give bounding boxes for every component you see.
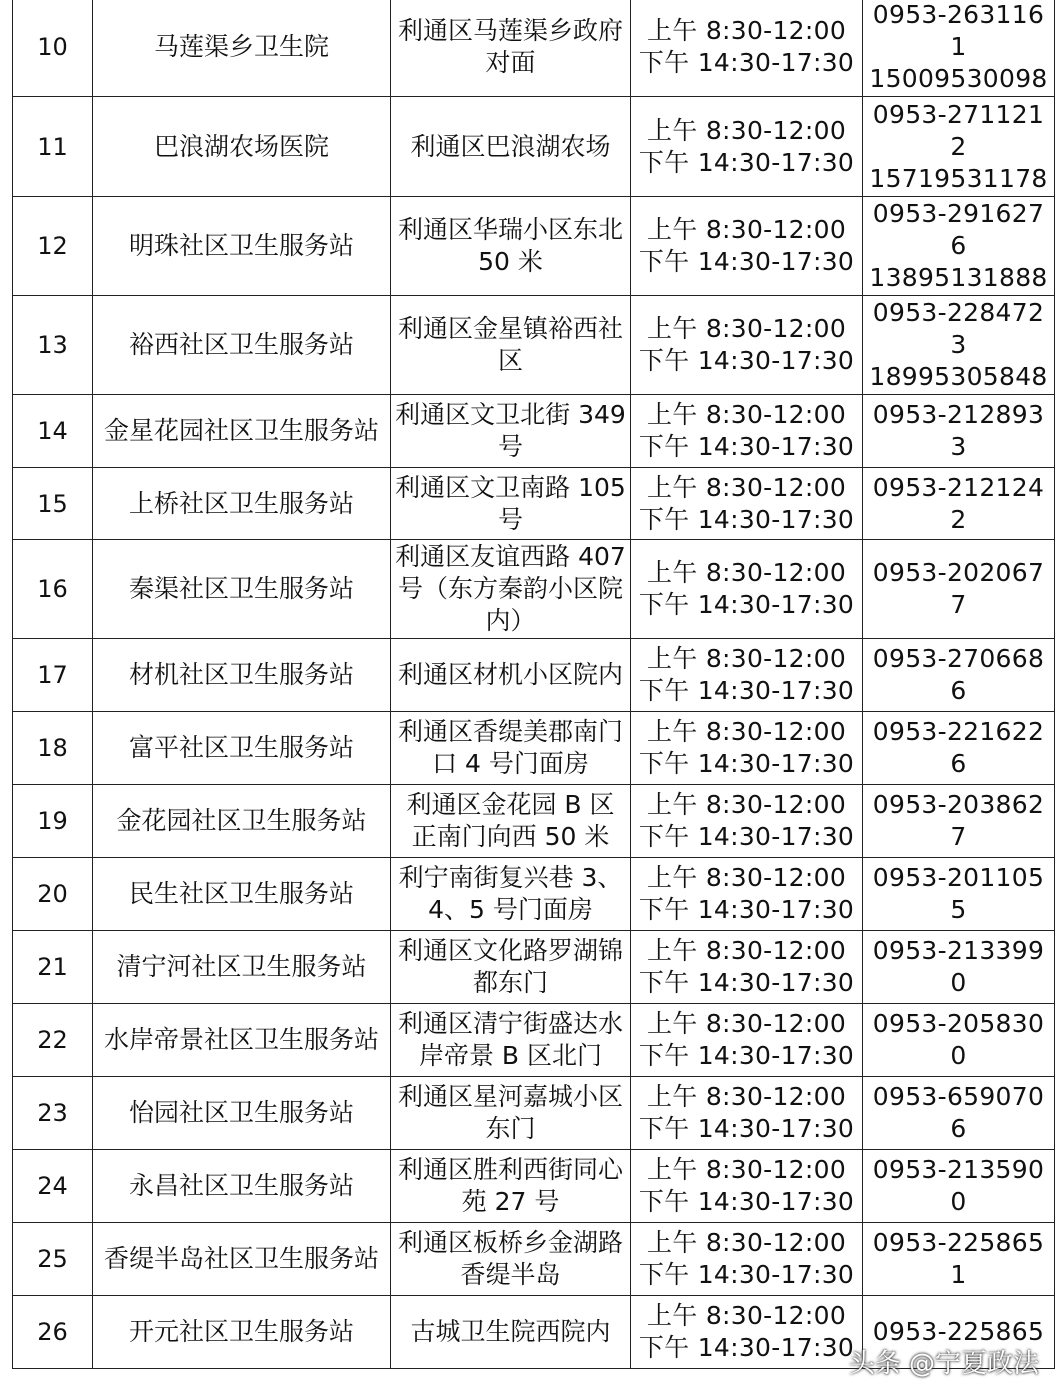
hours-morning: 上午 8:30-12:00	[646, 1228, 847, 1257]
hours-afternoon: 下午 14:30-17:30	[638, 590, 855, 619]
address-cell: 利通区友谊西路 407 号（东方秦韵小区院内）	[391, 540, 631, 639]
hours-cell	[631, 1004, 863, 1077]
hours-morning: 上午 8:30-12:00	[646, 1009, 847, 1038]
landline-phone: 0953-2135900	[872, 1155, 1045, 1216]
table-row	[13, 197, 1055, 296]
facility-name-cell: 怡园社区卫生服务站	[93, 1077, 391, 1150]
address-cell: 古城卫生院西院内	[391, 1296, 631, 1369]
hours-cell	[631, 197, 863, 296]
watermark: 头条 @宁夏政法	[848, 1349, 1039, 1379]
facility-name-cell: 秦渠社区卫生服务站	[93, 540, 391, 639]
hours-morning: 上午 8:30-12:00	[646, 558, 847, 587]
row-number-cell: 12	[13, 197, 93, 296]
mobile-phone: 15719531178	[869, 163, 1048, 193]
row-number-cell: 25	[13, 1223, 93, 1296]
hours-afternoon: 下午 14:30-17:30	[638, 47, 855, 77]
facility-name-cell: 香缇半岛社区卫生服务站	[93, 1223, 391, 1296]
landline-phone: 0953-2038627	[872, 790, 1045, 851]
facility-name-cell: 材机社区卫生服务站	[93, 639, 391, 712]
hours-cell	[631, 639, 863, 712]
table-row	[13, 0, 1055, 97]
row-number-cell: 20	[13, 858, 93, 931]
phone-cell	[863, 931, 1055, 1004]
row-number-cell: 23	[13, 1077, 93, 1150]
phone-cell	[863, 712, 1055, 785]
phone-cell	[863, 785, 1055, 858]
landline-phone: 0953-2916276	[872, 199, 1045, 260]
phone-cell	[863, 540, 1055, 639]
landline-phone: 0953-2284723	[872, 298, 1045, 359]
table-row	[13, 1004, 1055, 1077]
hours-afternoon: 下午 14:30-17:30	[638, 1114, 855, 1143]
hours-morning: 上午 8:30-12:00	[646, 15, 847, 45]
hours-morning: 上午 8:30-12:00	[646, 717, 847, 746]
table-row	[13, 931, 1055, 1004]
address-cell: 利通区清宁街盛达水岸帝景 B 区北门	[391, 1004, 631, 1077]
phone-cell	[863, 468, 1055, 540]
table-row	[13, 785, 1055, 858]
hours-cell	[631, 785, 863, 858]
facility-name-cell: 巴浪湖农场医院	[93, 97, 391, 197]
hours-cell	[631, 1077, 863, 1150]
hours-cell	[631, 1296, 863, 1369]
row-number-cell: 19	[13, 785, 93, 858]
landline-phone: 0953-2258651	[872, 1228, 1045, 1289]
facility-name-cell: 金花园社区卫生服务站	[93, 785, 391, 858]
phone-cell	[863, 197, 1055, 296]
hours-afternoon: 下午 14:30-17:30	[638, 822, 855, 851]
landline-phone: 0953-2216226	[872, 717, 1045, 778]
table-row	[13, 296, 1055, 395]
hours-afternoon: 下午 14:30-17:30	[638, 968, 855, 997]
hours-afternoon: 下午 14:30-17:30	[638, 1187, 855, 1216]
hours-morning: 上午 8:30-12:00	[646, 936, 847, 965]
hours-morning: 上午 8:30-12:00	[646, 400, 847, 429]
address-cell: 利通区香缇美郡南门口 4 号门面房	[391, 712, 631, 785]
table-row	[13, 1150, 1055, 1223]
phone-cell	[863, 395, 1055, 468]
landline-phone: 0953-2121242	[872, 472, 1045, 534]
phone-cell	[863, 97, 1055, 197]
hours-cell	[631, 97, 863, 197]
mobile-phone: 15009530098	[869, 63, 1048, 93]
facility-name-cell: 水岸帝景社区卫生服务站	[93, 1004, 391, 1077]
phone-cell	[863, 1077, 1055, 1150]
landline-phone: 0953-2020677	[872, 558, 1045, 619]
row-number-cell: 21	[13, 931, 93, 1004]
hours-cell	[631, 1150, 863, 1223]
hours-cell	[631, 931, 863, 1004]
address-cell: 利通区文卫北街 349 号	[391, 395, 631, 468]
row-number-cell: 17	[13, 639, 93, 712]
landline-phone: 0953-6590706	[872, 1082, 1045, 1143]
hours-cell	[631, 468, 863, 540]
table-row	[13, 540, 1055, 639]
address-cell: 利通区材机小区院内	[391, 639, 631, 712]
address-cell: 利通区巴浪湖农场	[391, 97, 631, 197]
hours-afternoon: 下午 14:30-17:30	[638, 895, 855, 924]
hours-afternoon: 下午 14:30-17:30	[638, 346, 855, 375]
row-number-cell: 18	[13, 712, 93, 785]
row-number-cell: 14	[13, 395, 93, 468]
hours-afternoon: 下午 14:30-17:30	[638, 1260, 855, 1289]
mobile-phone: 13895131888	[869, 263, 1048, 292]
row-number-cell: 13	[13, 296, 93, 395]
table-row	[13, 712, 1055, 785]
row-number-cell: 22	[13, 1004, 93, 1077]
landline-phone: 0953-2058300	[872, 1009, 1045, 1070]
hours-cell	[631, 395, 863, 468]
table-body	[13, 0, 1055, 1369]
facility-name-cell: 金星花园社区卫生服务站	[93, 395, 391, 468]
row-number-cell: 16	[13, 540, 93, 639]
hours-afternoon: 下午 14:30-17:30	[638, 749, 855, 778]
hours-morning: 上午 8:30-12:00	[646, 314, 847, 343]
table-row	[13, 97, 1055, 197]
table-row	[13, 1077, 1055, 1150]
row-number-cell: 10	[13, 0, 93, 97]
hours-morning: 上午 8:30-12:00	[646, 472, 847, 502]
address-cell: 利通区文化路罗湖锦都东门	[391, 931, 631, 1004]
hours-afternoon: 下午 14:30-17:30	[638, 504, 855, 534]
phone-cell	[863, 296, 1055, 395]
address-cell: 利通区马莲渠乡政府对面	[391, 0, 631, 97]
phone-cell	[863, 1150, 1055, 1223]
address-cell: 利通区星河嘉城小区东门	[391, 1077, 631, 1150]
hours-cell	[631, 712, 863, 785]
row-number-cell: 15	[13, 468, 93, 540]
row-number-cell: 26	[13, 1296, 93, 1369]
hours-morning: 上午 8:30-12:00	[646, 115, 847, 145]
hours-cell	[631, 1223, 863, 1296]
hours-morning: 上午 8:30-12:00	[646, 1301, 847, 1330]
address-cell: 利通区华瑞小区东北 50 米	[391, 197, 631, 296]
hours-afternoon: 下午 14:30-17:30	[638, 1333, 855, 1362]
mobile-phone: 18995305848	[869, 362, 1048, 391]
hours-afternoon: 下午 14:30-17:30	[638, 432, 855, 461]
address-cell: 利通区文卫南路 105 号	[391, 468, 631, 540]
hours-cell	[631, 0, 863, 97]
phone-cell	[863, 1004, 1055, 1077]
hours-morning: 上午 8:30-12:00	[646, 790, 847, 819]
landline-phone: 0953-2011055	[872, 863, 1045, 924]
hours-morning: 上午 8:30-12:00	[646, 1082, 847, 1111]
landline-phone: 0953-2706686	[872, 644, 1045, 705]
facility-name-cell: 上桥社区卫生服务站	[93, 468, 391, 540]
facility-name-cell: 清宁河社区卫生服务站	[93, 931, 391, 1004]
hours-afternoon: 下午 14:30-17:30	[638, 247, 855, 276]
address-cell: 利通区金星镇裕西社区	[391, 296, 631, 395]
facility-name-cell: 明珠社区卫生服务站	[93, 197, 391, 296]
hours-cell	[631, 296, 863, 395]
hours-morning: 上午 8:30-12:00	[646, 644, 847, 673]
hours-afternoon: 下午 14:30-17:30	[638, 147, 855, 177]
phone-cell	[863, 858, 1055, 931]
hours-morning: 上午 8:30-12:00	[646, 863, 847, 892]
landline-phone: 0953-2711212	[872, 99, 1045, 161]
address-cell: 利宁南街复兴巷 3、4、5 号门面房	[391, 858, 631, 931]
table-row	[13, 858, 1055, 931]
address-cell: 利通区板桥乡金湖路香缇半岛	[391, 1223, 631, 1296]
landline-phone: 0953-225865	[872, 1317, 1045, 1346]
landline-phone: 0953-2631161	[872, 0, 1045, 61]
hours-morning: 上午 8:30-12:00	[646, 215, 847, 244]
phone-cell	[863, 1223, 1055, 1296]
phone-cell	[863, 639, 1055, 712]
row-number-cell: 24	[13, 1150, 93, 1223]
facility-name-cell: 永昌社区卫生服务站	[93, 1150, 391, 1223]
hours-cell	[631, 540, 863, 639]
hours-afternoon: 下午 14:30-17:30	[638, 1041, 855, 1070]
table-row	[13, 1223, 1055, 1296]
table-row	[13, 468, 1055, 540]
address-cell: 利通区金花园 B 区正南门向西 50 米	[391, 785, 631, 858]
hours-afternoon: 下午 14:30-17:30	[638, 676, 855, 705]
facility-name-cell: 开元社区卫生服务站	[93, 1296, 391, 1369]
landline-phone: 0953-2133990	[872, 936, 1045, 997]
facility-name-cell: 民生社区卫生服务站	[93, 858, 391, 931]
hours-morning: 上午 8:30-12:00	[646, 1155, 847, 1184]
address-cell: 利通区胜利西街同心苑 27 号	[391, 1150, 631, 1223]
facility-name-cell: 裕西社区卫生服务站	[93, 296, 391, 395]
hours-cell	[631, 858, 863, 931]
landline-phone: 0953-2128933	[872, 400, 1045, 461]
table-row	[13, 639, 1055, 712]
table-row	[13, 395, 1055, 468]
row-number-cell: 11	[13, 97, 93, 197]
facility-name-cell: 马莲渠乡卫生院	[93, 0, 391, 97]
health-station-table	[12, 0, 1055, 1369]
facility-name-cell: 富平社区卫生服务站	[93, 712, 391, 785]
phone-cell	[863, 0, 1055, 97]
